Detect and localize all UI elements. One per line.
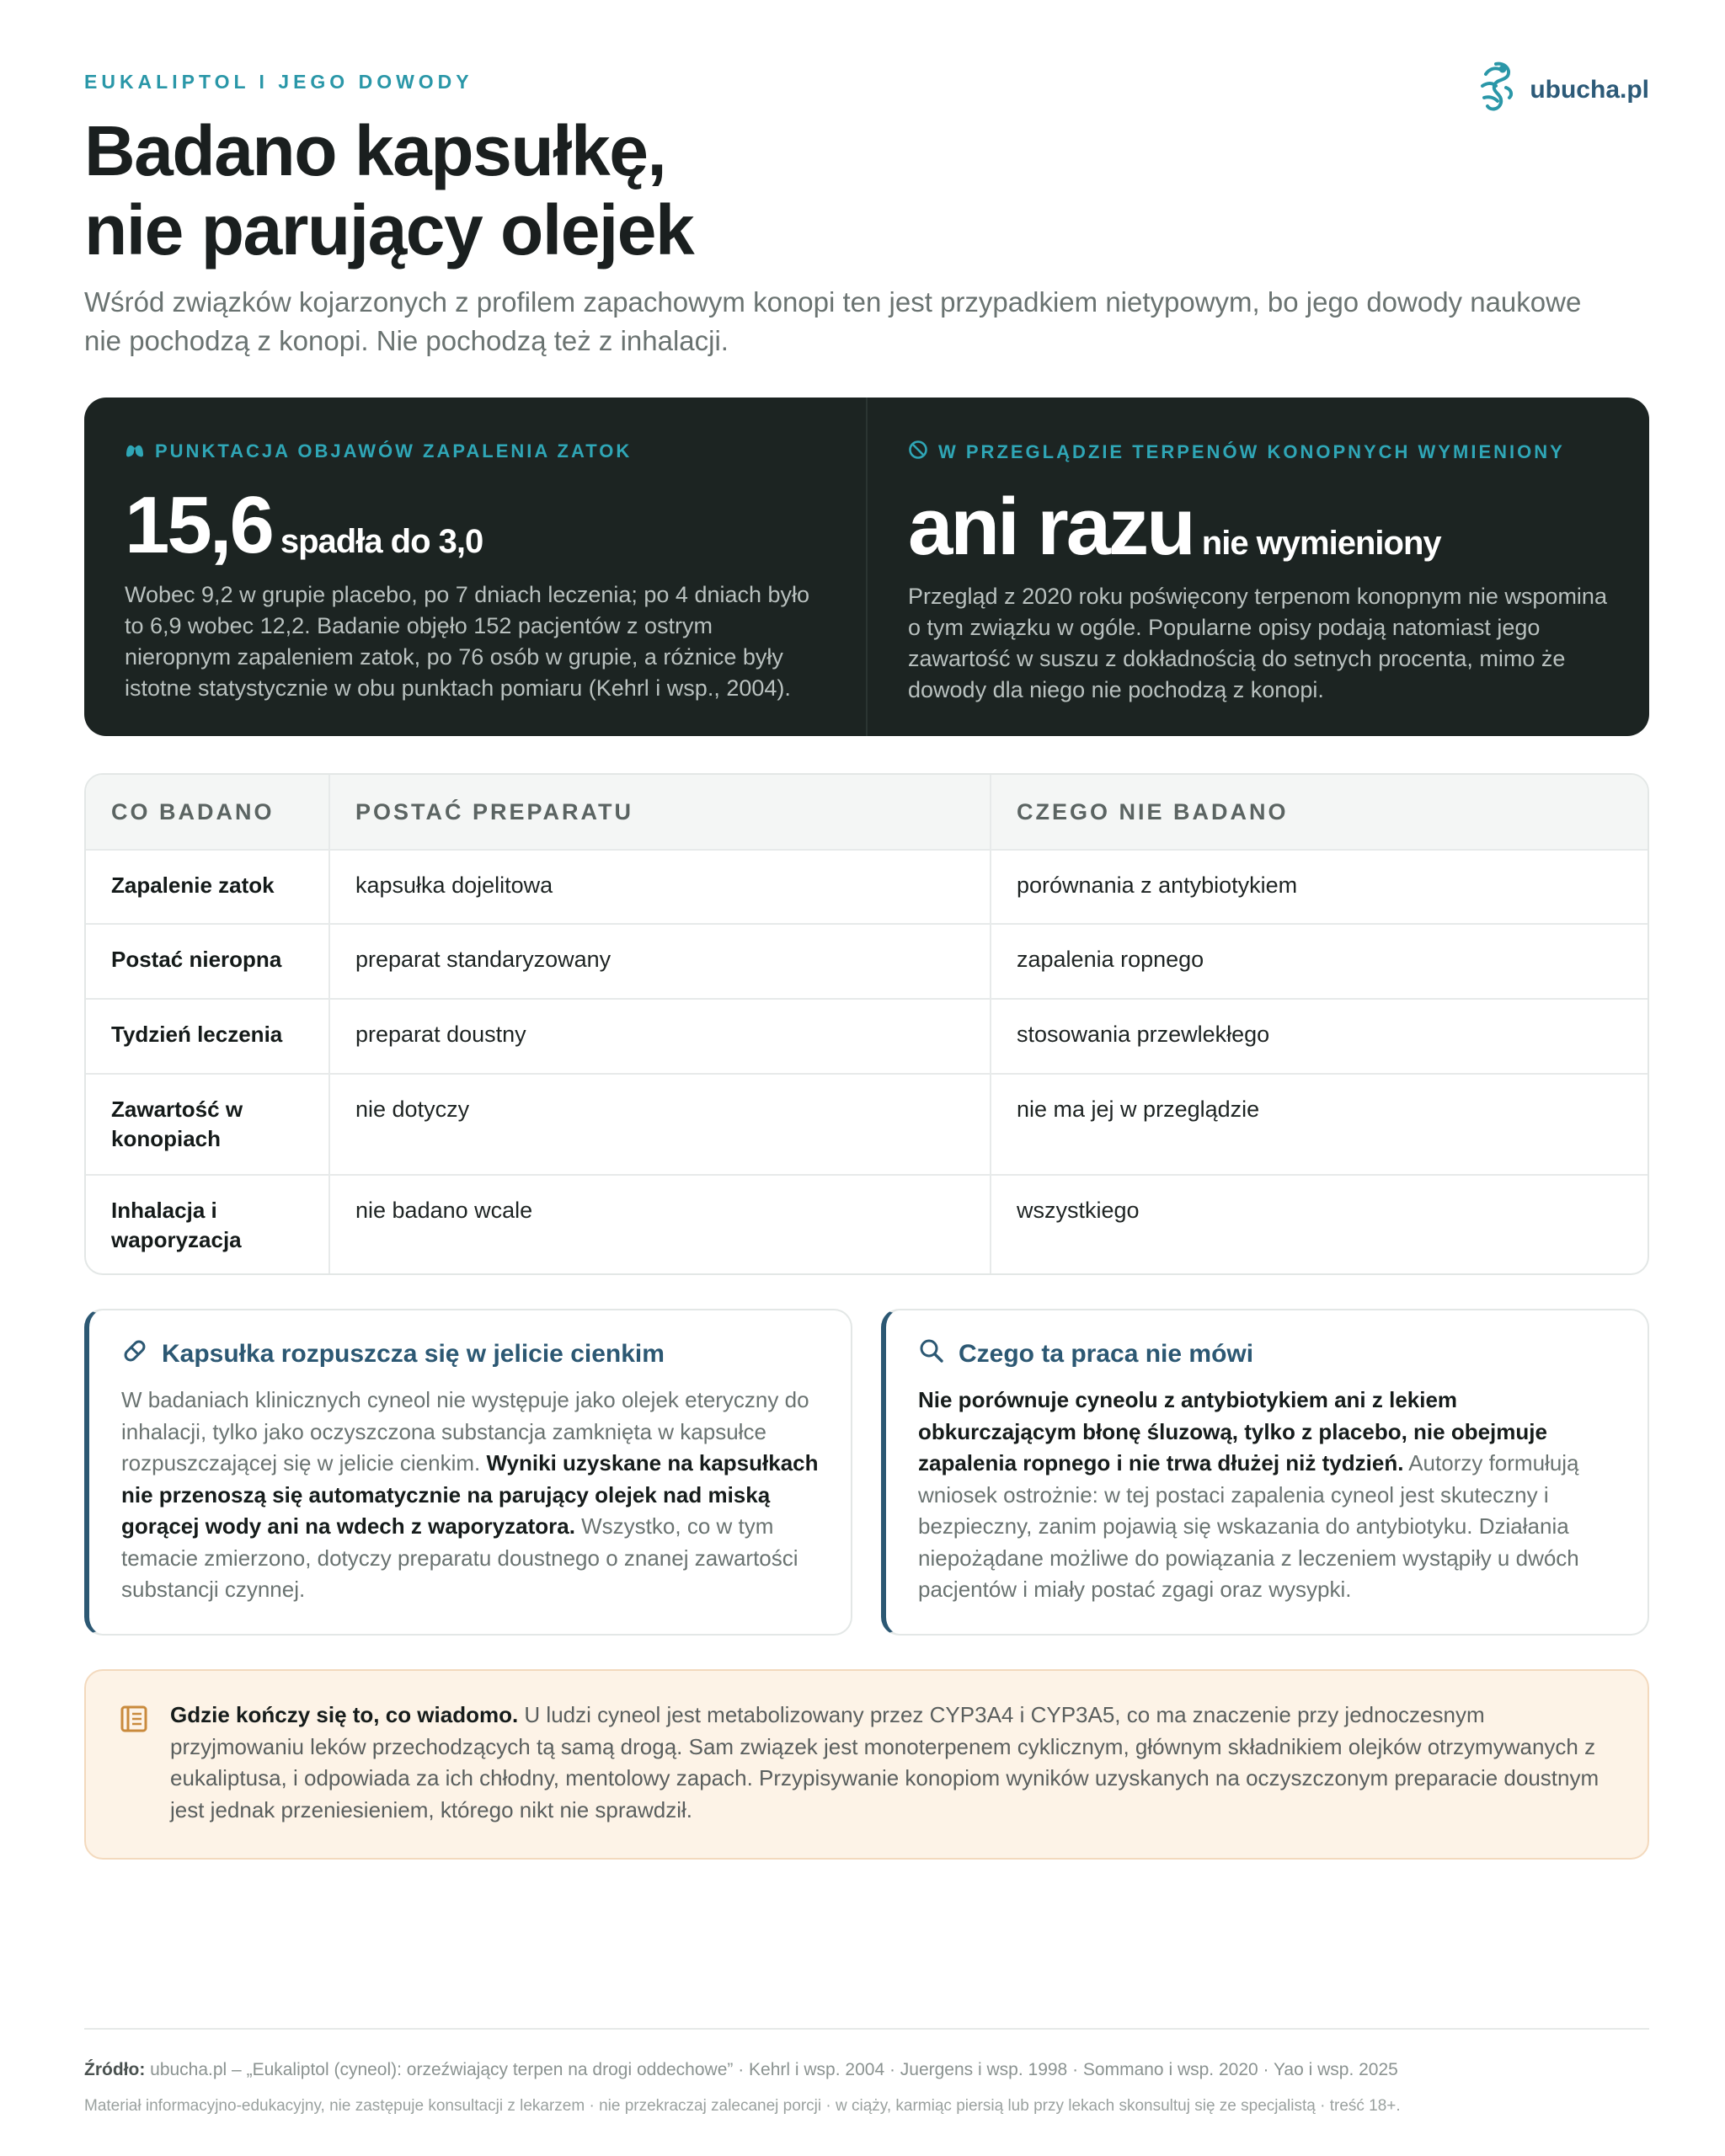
stat-number: 15,6: [125, 480, 272, 570]
table-header-cell: CO BADANO: [111, 798, 275, 825]
capsule-icon: [121, 1337, 148, 1371]
table-row: [86, 1174, 1648, 1273]
stat-label: [125, 440, 825, 463]
source-label: Źródło:: [84, 2060, 146, 2079]
stat-number: ani razu: [908, 482, 1194, 572]
lungs-icon: [125, 440, 145, 463]
card-emphasis: Nie porównuje cyneolu z antybiotykiem ani z lekiem obkurczającym błonę śluzową, tylko z placebo, nie obejmuje zapalenia ropnego i nie trwa dłużej niż tydzień.: [918, 1387, 1547, 1476]
card-title: [918, 1337, 1617, 1371]
table-cell: nie badano wcale: [328, 1176, 990, 1273]
title-line-2: nie parujący olejek: [84, 190, 694, 270]
brand[interactable]: [1474, 57, 1649, 122]
table-row: [86, 998, 1648, 1073]
card-text: Wszystko, co w tym temacie zmierzono, dotyczy preparatu doustnego o znanej zawartości substancji czynnej.: [121, 1513, 798, 1602]
seahorse-logo-icon: [1474, 57, 1518, 122]
stat-value: [125, 480, 825, 570]
table-cell: Inhalacja i waporyzacja: [111, 1198, 242, 1252]
stat-label-text: W PRZEGLĄDZIE TERPENÓW KONOPNYCH WYMIENIONY: [938, 441, 1565, 462]
table-cell: preparat standaryzowany: [328, 925, 990, 998]
page-title: [84, 111, 693, 270]
card-title: [121, 1337, 820, 1371]
limitations-card: [881, 1309, 1649, 1636]
card-text: Autorzy formułują wniosek ostrożnie: w tej postaci zapalenia cyneol jest skuteczny i bezpieczny, zanim pojawią się wskazania do antybiotyku. Działania niepożądane możliwe do powiązania z leczeniem wystąpiły u dwóch pacjentów i miały postać zgagi oraz wysypki.: [918, 1450, 1579, 1602]
title-line-1: Badano kapsułkę,: [84, 111, 666, 190]
table-cell: Tydzień leczenia: [111, 1022, 283, 1047]
comparison-table: [84, 773, 1649, 1275]
table-cell: preparat doustny: [328, 1000, 990, 1073]
kicker: EUKALIPTOL I JEGO DOWODY: [84, 71, 473, 93]
source-text: ubucha.pl – „Eukaliptol (cyneol): orzeźwiający terpen na drogi oddechowe” · Kehrl i wsp. 2004 · Juergens i wsp. 1998 · Sommano i wsp. 2020 · Yao i wsp. 2025: [145, 2060, 1398, 2079]
disclaimer: Materiał informacyjno-edukacyjny, nie zastępuje konsultacji z lekarzem · nie przekraczaj zalecanej porcji · w ciąży, karmiąc piersią lub przy lekach skonsultuj się ze specjalistą · treść 18+.: [84, 2097, 1401, 2115]
table-row: [86, 849, 1648, 923]
card-title-text: Kapsułka rozpuszcza się w jelicie cienkim: [162, 1340, 665, 1368]
stat-description: Przegląd z 2020 roku poświęcony terpenom konopnym nie wspomina o tym związku w ogóle. Popularne opisy podają natomiast jego zawartość w suszu z dokładnością do setnych procenta, mimo że dowody dla niego nie pochodzą z konopi.: [908, 584, 1607, 702]
table-row: [86, 1073, 1648, 1174]
page: [84, 0, 1649, 2156]
table-cell: porównania z antybiotykiem: [990, 851, 1648, 923]
table-header-cell: CZEGO NIE BADANO: [990, 775, 1648, 849]
stat-label-text: PUNKTACJA OBJAWÓW ZAPALENIA ZATOK: [155, 440, 633, 462]
card-title-text: Czego ta praca nie mówi: [959, 1340, 1254, 1368]
card-body: [918, 1385, 1617, 1606]
table-cell: Zawartość w konopiach: [111, 1097, 243, 1151]
source-line: [84, 2060, 1398, 2080]
card-emphasis: Wyniki uzyskane na kapsułkach nie przenoszą się automatycznie na parujący olejek nad miską gorącej wody ani na wdech z waporyzatora.: [121, 1450, 819, 1539]
note-emphasis: Gdzie kończy się to, co wiadomo.: [170, 1702, 519, 1727]
table-cell: Zapalenie zatok: [111, 873, 275, 898]
table-cell: nie ma jej w przeglądzie: [990, 1075, 1648, 1174]
table-header-row: [86, 775, 1648, 849]
knowledge-limit-note: [84, 1669, 1649, 1860]
table-cell: Postać nieropna: [111, 947, 282, 972]
capsule-card: [84, 1309, 852, 1636]
article-icon: [120, 1700, 148, 1858]
card-body: [121, 1385, 820, 1606]
table-row: [86, 923, 1648, 998]
stats-panel: [84, 398, 1649, 736]
stat-sinus-score: [84, 398, 866, 736]
table-cell: kapsułka dojelitowa: [328, 851, 990, 923]
table-cell: nie dotyczy: [328, 1075, 990, 1174]
card-text: W badaniach klinicznych cyneol nie występuje jako olejek eteryczny do inhalacji, tylko jako oczyszczona substancja zamknięta w kapsułce rozpuszczającej się w jelicie cienkim.: [121, 1387, 809, 1476]
stat-review-mentions: [866, 398, 1649, 736]
stat-label: [908, 440, 1609, 465]
table-cell: zapalenia ropnego: [990, 925, 1648, 998]
search-icon: [918, 1337, 945, 1371]
ban-icon: [908, 440, 928, 465]
footer-divider: [84, 2028, 1649, 2030]
note-text: [170, 1700, 1614, 1858]
note-body: U ludzi cyneol jest metabolizowany przez CYP3A4 i CYP3A5, co ma znaczenie przy jednoczesnym przyjmowaniu leków przechodzących tą samą drogą. Sam związek jest monoterpenem cyklicznym, głównym składnikiem olejków otrzymywanych z eukaliptusa, i odpowiada za ich chłodny, mentolowy zapach. Przypisywanie konopiom wyników uzyskanych na oczyszczonym preparacie doustnym jest jednak przeniesieniem, którego nikt nie sprawdził.: [170, 1702, 1599, 1822]
stat-value: [908, 482, 1609, 572]
table-cell: stosowania przewlekłego: [990, 1000, 1648, 1073]
stat-number-sub: nie wymieniony: [1201, 525, 1441, 562]
lead-paragraph: Wśród związków kojarzonych z profilem zapachowym konopi ten jest przypadkiem nietypowym, bo jego dowody naukowe nie pochodzą z konopi. Nie pochodzą też z inhalacji.: [84, 286, 1582, 356]
brand-name: ubucha.pl: [1530, 75, 1649, 104]
table-header-cell: POSTAĆ PREPARATU: [328, 775, 990, 849]
stat-number-sub: spadła do 3,0: [280, 523, 483, 560]
table-cell: wszystkiego: [990, 1176, 1648, 1273]
stat-description: Wobec 9,2 w grupie placebo, po 7 dniach leczenia; po 4 dniach było to 6,9 wobec 12,2. Badanie objęło 152 pacjentów z ostrym nieropnym zapaleniem zatok, po 76 osób w grupie, a różnice były istotne statystycznie w obu punktach pomiaru (Kehrl i wsp., 2004).: [125, 582, 810, 701]
